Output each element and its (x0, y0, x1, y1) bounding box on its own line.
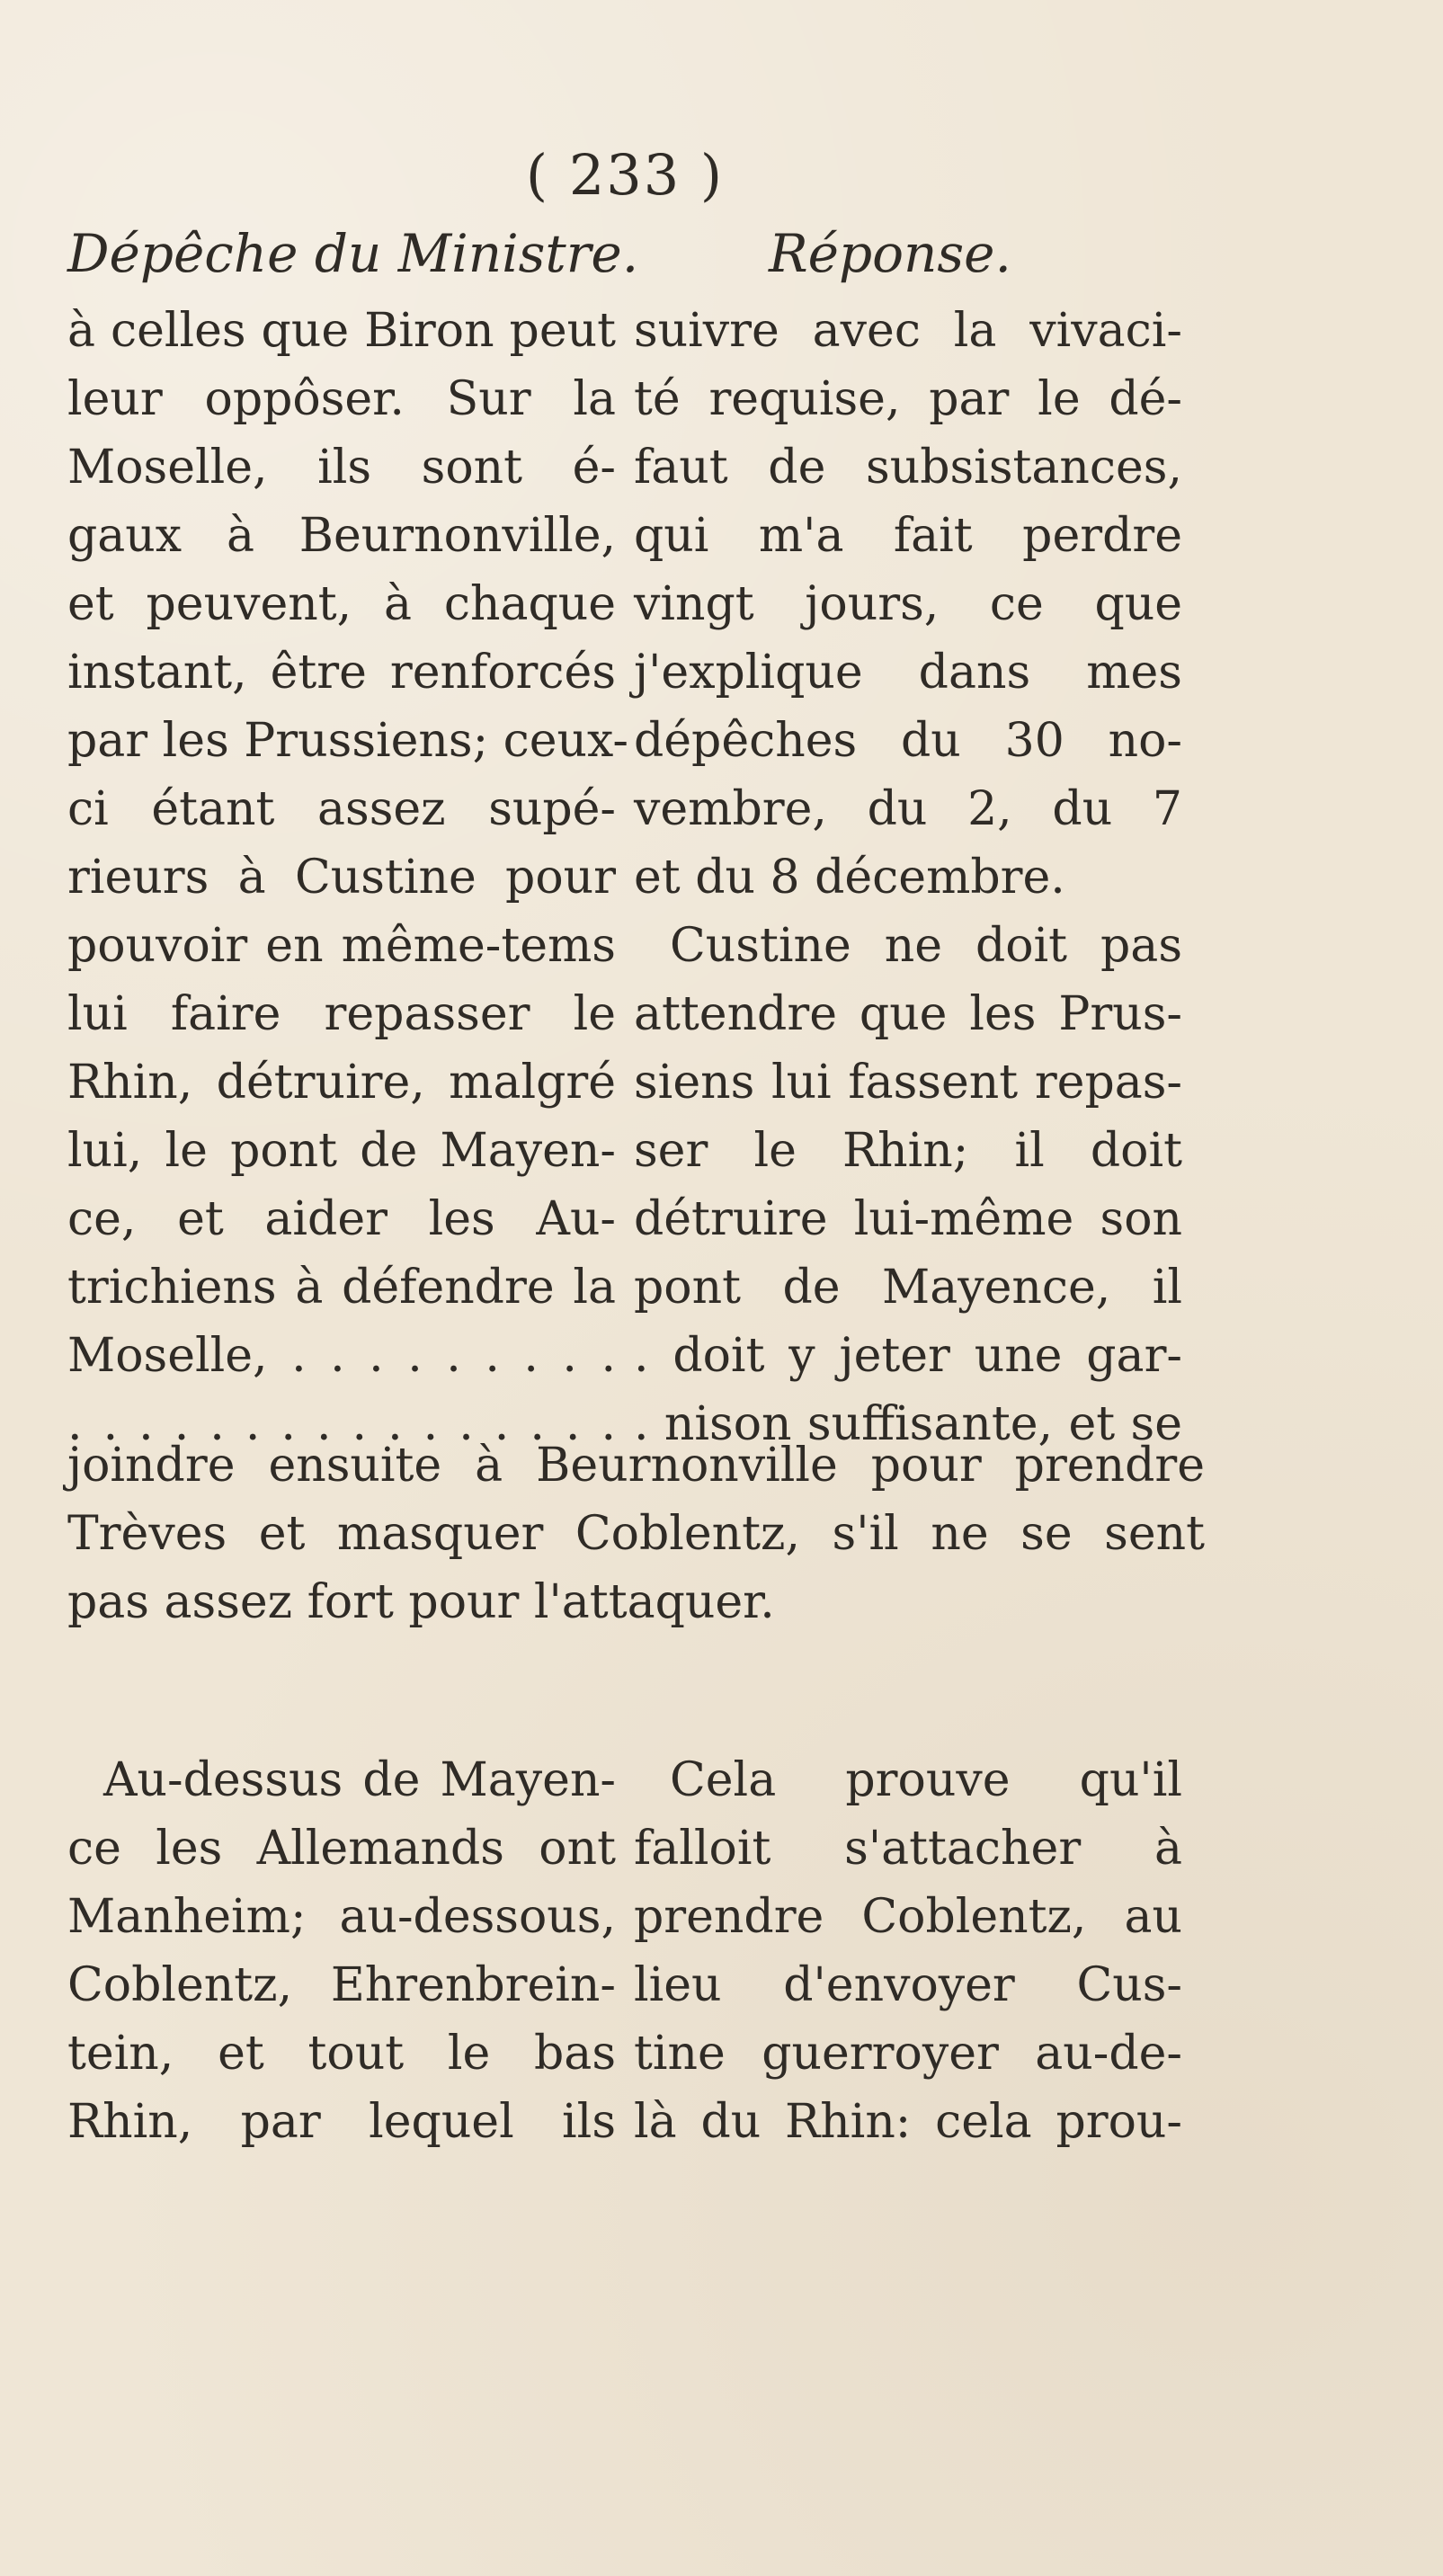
text-line: siens lui fassent repas- (634, 1056, 1182, 1110)
text-line: leur oppôser. Sur la (67, 372, 616, 426)
text-line: Moselle, . . . . . . . . . (67, 1329, 616, 1383)
text-line: pont de Mayence, il (634, 1261, 1182, 1315)
text-line: pas assez fort pour l'attaquer. (67, 1575, 775, 1629)
dispatch-column-2 (67, 1746, 616, 2156)
page-number: ( 233 ) (525, 142, 725, 208)
heading-ministry-dispatch: Dépêche du Ministre. (67, 223, 639, 284)
text-line: joindre ensuite à Beurnonville pour prendre (67, 1439, 1205, 1493)
text-line: ser le Rhin; il doit (634, 1124, 1182, 1178)
text-line: . nison suffisante, et se (634, 1397, 1182, 1451)
response-continuation (67, 1431, 1205, 1636)
text-line: par les Prussiens; ceux- (67, 714, 628, 768)
text-line: prendre Coblentz, au (634, 1890, 1182, 1944)
text-line: vingt jours, ce que (634, 577, 1182, 631)
text-line: Manheim; au-dessous, (67, 1890, 616, 1944)
text-line: attendre que les Prus- (634, 987, 1182, 1041)
text-line: Coblentz, Ehrenbrein- (67, 1958, 616, 2012)
text-line: suivre avec la vivaci- (634, 304, 1182, 358)
text-line: faut de subsistances, (634, 441, 1182, 495)
text-line: là du Rhin: cela prou- (634, 2095, 1182, 2149)
text-line: instant, être renforcés (67, 646, 616, 700)
text-line: Au-dessus de Mayen- (103, 1753, 616, 1807)
dispatch-column-1 (67, 297, 628, 1458)
text-line: Rhin, détruire, malgré (67, 1056, 616, 1110)
text-line: détruire lui-même son (634, 1192, 1182, 1246)
text-line: té requise, par le dé- (634, 372, 1182, 426)
text-line: lui, le pont de Mayen- (67, 1124, 616, 1178)
text-line: lieu d'envoyer Cus- (634, 1958, 1182, 2012)
text-line: Cela prouve qu'il (670, 1753, 1182, 1807)
heading-response: Réponse. (769, 223, 1011, 284)
response-column-1 (634, 297, 1182, 1458)
text-line: . . . . . . . . . . . . . . . . (67, 1397, 616, 1451)
text-line: gaux à Beurnonville, (67, 509, 616, 563)
text-line: trichiens à défendre la (67, 1261, 616, 1315)
text-line: lui faire repasser le (67, 987, 616, 1041)
text-line: et peuvent, à chaque (67, 577, 616, 631)
text-line: Rhin, par lequel ils (67, 2095, 616, 2149)
text-line: j'explique dans mes (634, 646, 1182, 700)
text-line: dépêches du 30 no- (634, 714, 1182, 768)
text-line: . doit y jeter une gar- (634, 1329, 1182, 1383)
text-line: vembre, du 2, du 7 (634, 782, 1182, 836)
text-line: Custine ne doit pas (670, 919, 1182, 973)
text-line: Trèves et masquer Coblentz, s'il ne se sent (67, 1507, 1205, 1561)
text-line: tein, et tout le bas (67, 2027, 616, 2081)
text-line: pouvoir en même-tems (67, 919, 616, 973)
text-line: tine guerroyer au-de- (634, 2027, 1182, 2081)
text-line: et du 8 décembre. (634, 851, 1065, 905)
text-line: qui m'a fait perdre (634, 509, 1182, 563)
text-line: falloit s'attacher à (634, 1822, 1182, 1876)
text-line: rieurs à Custine pour (67, 851, 616, 905)
text-line: ci étant assez supé- (67, 782, 616, 836)
text-line: ce les Allemands ont (67, 1822, 616, 1876)
text-line: à celles que Biron peut (67, 304, 616, 358)
text-line: Moselle, ils sont é- (67, 441, 616, 495)
text-line: ce, et aider les Au- (67, 1192, 616, 1246)
response-column-2 (634, 1746, 1182, 2156)
